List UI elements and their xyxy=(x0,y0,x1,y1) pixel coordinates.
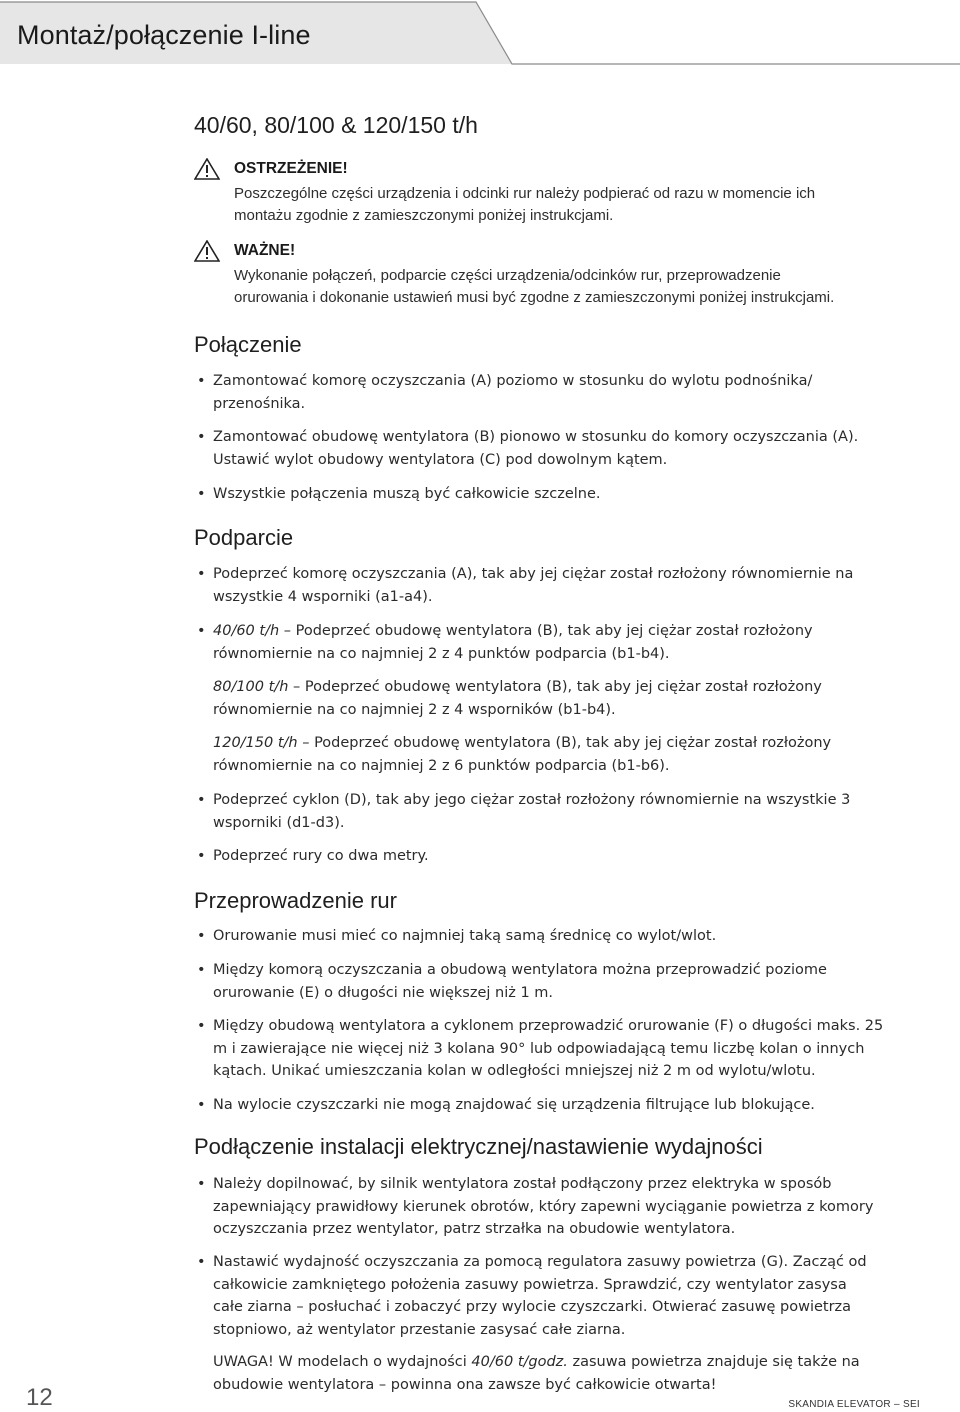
list-item-line: Między obudową wentylatora a cyklonem przeprowadzić orurowanie (F) o długości maks. 25 xyxy=(213,1018,884,1034)
important-line: orurowania i dokonanie ustawień musi być zgodne z zamieszczonymi poniżej instrukcjami. xyxy=(234,289,835,306)
list-item-line xyxy=(213,732,903,755)
list-item-line: Podeprzeć komorę oczyszczania (A), tak aby jej ciężar został rozłożony równomiernie na xyxy=(213,566,854,582)
list-item-line: całkowicie zamkniętego położenia zasuwy powietrza. Sprawdzić, czy wentylator zasysa xyxy=(213,1276,847,1293)
bullet-icon: • xyxy=(197,1018,206,1034)
note-text: UWAGA! W modelach o wydajności xyxy=(213,1354,472,1370)
bullet-icon: • xyxy=(197,566,206,582)
list-item-line: równomiernie na co najmniej 2 z 6 punktów podparcia (b1-b6). xyxy=(213,757,670,774)
capacity-label: 80/100 t/h xyxy=(213,679,289,695)
note-line: obudowie wentylatora – powinna ona zawsze być całkowicie otwarta! xyxy=(213,1376,717,1393)
list-item-line: Należy dopilnować, by silnik wentylatora został podłączony przez elektryka w sposób xyxy=(213,1176,832,1192)
capacity-label: 120/150 t/h xyxy=(213,735,298,751)
list-item-line: orurowanie (E) o długości nie większej niż 1 m. xyxy=(213,984,554,1001)
section-title-electrical: Podłączenie instalacji elektrycznej/nastawienie wydajności xyxy=(194,1134,763,1159)
bullet-icon: • xyxy=(197,848,206,864)
warning-line: montażu zgodnie z zamieszczonymi poniżej instrukcjami. xyxy=(234,207,614,224)
list-item-text: – Podeprzeć obudowę wentylatora (B), tak aby jej ciężar został rozłożony xyxy=(288,679,822,695)
list-item-line: wszystkie 4 wsporniki (a1-a4). xyxy=(213,588,433,605)
bullet-icon: • xyxy=(197,1254,206,1270)
list-item-text: – Podeprzeć obudowę wentylatora (B), tak aby jej ciężar został rozłożony xyxy=(279,623,813,639)
list-item-line: równomiernie na co najmniej 2 z 4 wsporników (b1-b4). xyxy=(213,701,616,718)
bullet-icon: • xyxy=(197,792,206,808)
important-heading: WAŻNE! xyxy=(234,242,296,259)
list-item-continuation xyxy=(213,732,903,777)
bullet-icon: • xyxy=(197,429,206,445)
list-item-line: wsporniki (d1-d3). xyxy=(213,814,345,831)
document-title: 40/60, 80/100 & 120/150 t/h xyxy=(194,112,478,138)
capacity-label: 40/60 t/h xyxy=(213,623,280,639)
warning-triangle-icon xyxy=(194,240,220,262)
list-item-line xyxy=(213,620,903,643)
page-header-title: Montaż/połączenie I-line xyxy=(17,20,311,50)
list-item-line: Na wylocie czyszczarki nie mogą znajdować się urządzenia filtrujące lub blokujące. xyxy=(213,1097,815,1113)
list-item-line: przenośnika. xyxy=(213,395,306,412)
list-item-continuation xyxy=(213,676,903,721)
list-item-line: m i zawierające nie więcej niż 3 kolana 90° lub odpowiadającą temu liczbę kolan o innych xyxy=(213,1040,865,1057)
bullet-icon: • xyxy=(197,962,206,978)
list-item-line: Orurowanie musi mieć co najmniej taką samą średnicę co wylot/wlot. xyxy=(213,928,717,944)
list-item-line: oczyszczania przez wentylator, patrz strzałka na obudowie wentylatora. xyxy=(213,1221,736,1237)
note-paragraph xyxy=(213,1351,903,1396)
page-number: 12 xyxy=(26,1384,53,1411)
section-title-connection: Połączenie xyxy=(194,332,302,357)
list-item-line: Zamontować komorę oczyszczania (A) poziomo w stosunku do wylotu podnośnika/ xyxy=(213,373,813,389)
list-item-line: zapewniający prawidłowy kierunek obrotów, który zapewni wyciąganie powietrza z komory xyxy=(213,1198,874,1215)
list-item-line: Wszystkie połączenia muszą być całkowicie szczelne. xyxy=(213,486,601,502)
bullet-icon: • xyxy=(197,486,206,502)
important-line: Wykonanie połączeń, podparcie części urządzenia/odcinków rur, przeprowadzenie xyxy=(234,267,781,284)
list-item-line: Podeprzeć rury co dwa metry. xyxy=(213,848,429,864)
bullet-icon: • xyxy=(197,373,206,389)
footer-brand: SKANDIA ELEVATOR – SEI xyxy=(788,1399,920,1410)
bullet-icon: • xyxy=(197,928,206,944)
note-text: zasuwa powietrza znajduje się także na xyxy=(567,1354,860,1370)
important-text xyxy=(234,265,904,309)
note-line xyxy=(213,1351,903,1374)
bullet-icon: • xyxy=(197,623,206,639)
list-item-line: kątach. Unikać umieszczania kolan w odległości mniejszej niż 2 m od wylotu/wlotu. xyxy=(213,1063,816,1079)
warning-text xyxy=(234,183,904,227)
capacity-label: 40/60 t/godz. xyxy=(471,1354,568,1370)
bullet-icon: • xyxy=(197,1176,206,1192)
list-item-text: – Podeprzeć obudowę wentylatora (B), tak aby jej ciężar został rozłożony xyxy=(297,735,832,751)
warning-line: Poszczególne części urządzenia i odcinki rur należy podpierać od razu w momencie ich xyxy=(234,185,816,202)
list-item-line: całe ziarna – posłuchać i zobaczyć przy wylocie czyszczarki. Otwierać zasuwę powietrza xyxy=(213,1299,852,1315)
list-item-line: Między komorą oczyszczania a obudową wentylatora można przeprowadzić poziome xyxy=(213,962,827,978)
section-title-piping: Przeprowadzenie rur xyxy=(194,888,397,913)
list-item-line: stopniowo, aż wentylator przestanie zasysać całe ziarna. xyxy=(213,1321,626,1338)
bullet-icon: • xyxy=(197,1097,206,1113)
section-title-support: Podparcie xyxy=(194,525,294,550)
list-item-line: równomiernie na co najmniej 2 z 4 punktów podparcia (b1-b4). xyxy=(213,645,670,662)
warning-heading: OSTRZEŻENIE! xyxy=(234,160,348,177)
list-item-line: Ustawić wylot obudowy wentylatora (C) pod dowolnym kątem. xyxy=(213,451,668,468)
warning-triangle-icon xyxy=(194,158,220,180)
list-item-line: Zamontować obudowę wentylatora (B) pionowo w stosunku do komory oczyszczania (A). xyxy=(213,429,859,445)
list-item-line: Nastawić wydajność oczyszczania za pomocą regulatora zasuwy powietrza (G). Zacząć od xyxy=(213,1254,867,1270)
list-item-line xyxy=(213,676,903,699)
list-item-line: Podeprzeć cyklon (D), tak aby jego ciężar został rozłożony równomiernie na wszystkie 3 xyxy=(213,792,851,808)
